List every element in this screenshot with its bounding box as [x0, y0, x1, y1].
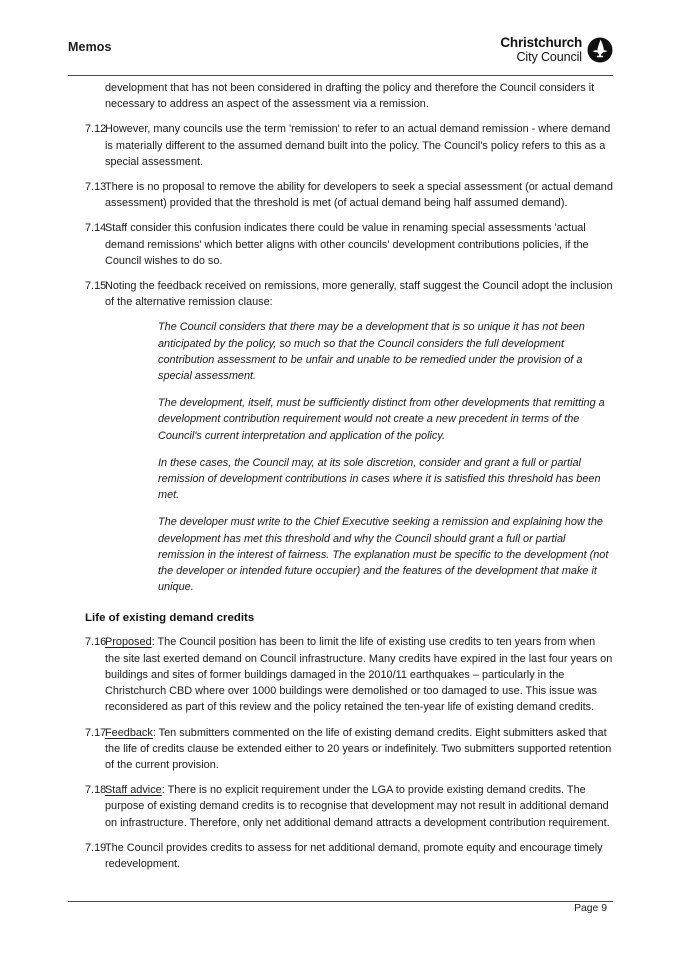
paragraph-7-16 — [68, 634, 613, 715]
paragraph-7-14 — [68, 220, 613, 269]
paragraph-text: There is no proposal to remove the ability for developers to seek a special assessment (or actual demand assessment) provided that the threshold is met (of actual demand being half assumed demand). — [105, 181, 613, 210]
council-logo — [500, 36, 613, 64]
paragraph-text — [105, 634, 613, 715]
page-number: Page 9 — [574, 903, 607, 914]
council-logo-text — [500, 36, 582, 64]
paragraph-text-rest: : Ten submitters commented on the life of existing demand credits. Eight submitters asked that the life of credits clause be extended either to 20 years or indefinitely. Two submitters supported retention of the current provision. — [105, 726, 612, 771]
paragraph-7-18 — [68, 782, 613, 831]
quote-paragraph: The development, itself, must be sufficiently distinct from other developments that remitting a development contribution requirement would not create a new precedent in terms of the Council's current interpretation and application of the policy. — [158, 397, 605, 442]
paragraph-lead-label: Proposed — [105, 636, 152, 649]
paragraph-text — [105, 725, 613, 774]
paragraph-continued — [68, 80, 613, 112]
paragraph-7-13 — [68, 179, 613, 211]
paragraph-text: Staff consider this confusion indicates there could be value in renaming special assessments 'actual demand remissions' which better aligns with other councils' development contributions policies, if the Council wishes to do so. — [105, 222, 589, 267]
paragraph-7-17 — [68, 725, 613, 774]
paragraph-number: 7.13 — [85, 181, 107, 194]
paragraph-7-19 — [68, 840, 613, 872]
paragraph-number: 7.16 — [85, 636, 107, 649]
paragraph-number: 7.15 — [85, 280, 107, 293]
quote-paragraph: The developer must write to the Chief Executive seeking a remission and explaining how the development has met this threshold and why the Council should grant a full or partial remission in the interest of fairness. The explanation must be specific to the development (not the developer or intended future occupier) and the features of the development that make it unique. — [158, 516, 609, 594]
section-heading: Life of existing demand credits — [85, 612, 255, 625]
council-logo-line2: City Council — [516, 49, 582, 64]
council-logo-line1: Christchurch — [500, 35, 582, 50]
quote-paragraph: The Council considers that there may be a development that is so unique it has not been anticipated by the policy, so much so that the Council considers the full development contribution assessment to be unfair and unable to be remedied under the provision of a special assessment. — [158, 321, 585, 383]
christchurch-city-council-roundel-icon — [587, 37, 613, 63]
paragraph-7-15 — [68, 278, 613, 310]
footer-divider — [68, 901, 613, 902]
paragraph-lead-label: Feedback — [105, 726, 153, 739]
quoted-clause-block — [68, 319, 613, 595]
paragraph-text: Noting the feedback received on remissions, more generally, staff suggest the Council adopt the inclusion of the alternative remission clause: — [105, 280, 613, 309]
paragraph-number: 7.12 — [85, 123, 107, 136]
paragraph-text: However, many councils use the term 'remission' to refer to an actual demand remission - where demand is materially different to the assumed demand built into the policy. The Council's policy refers to this as a special assessment. — [105, 123, 611, 168]
paragraph-number: 7.14 — [85, 222, 107, 235]
paragraph-number: 7.19 — [85, 841, 107, 854]
paragraph-text: development that has not been considered in drafting the policy and therefore the Council considers it necessary to address an aspect of the assessment via a remission. — [105, 82, 595, 111]
paragraph-text-rest: : There is no explicit requirement under the LGA to provide existing demand credits. The purpose of existing demand credits is to recognise that development may not result in additional demand on infrastructure. Therefore, only net additional demand attracts a development contribution requirement. — [105, 784, 610, 829]
quote-paragraph: In these cases, the Council may, at its sole discretion, consider and grant a full or partial remission of development contributions in cases where it is satisfied this threshold has been met. — [158, 456, 601, 502]
document-body — [68, 80, 613, 881]
paragraph-text-rest: : The Council position has been to limit the life of existing use credits to ten years from when the site last exerted demand on Council infrastructure. Many credits have expired in the last four years on buildings and sites of former buildings damaged in the 2010/11 earthquakes – particularly in the Christchurch CBD where over 1000 buildings were demolished or too damaged to use. This issue was reconsidered as part of this review and the policy retained the ten-year life of existing demand credits. — [105, 636, 613, 714]
paragraph-number: 7.17 — [85, 726, 107, 739]
paragraph-text — [105, 782, 613, 831]
paragraph-text: The Council provides credits to assess for net additional demand, promote equity and encourage timely redevelopment. — [105, 841, 603, 870]
paragraph-7-12 — [68, 121, 613, 170]
page-title: Memos — [68, 40, 112, 54]
header-divider — [68, 75, 613, 76]
page-header — [68, 36, 613, 74]
paragraph-lead-label: Staff advice — [105, 784, 162, 797]
paragraph-number: 7.18 — [85, 784, 107, 797]
